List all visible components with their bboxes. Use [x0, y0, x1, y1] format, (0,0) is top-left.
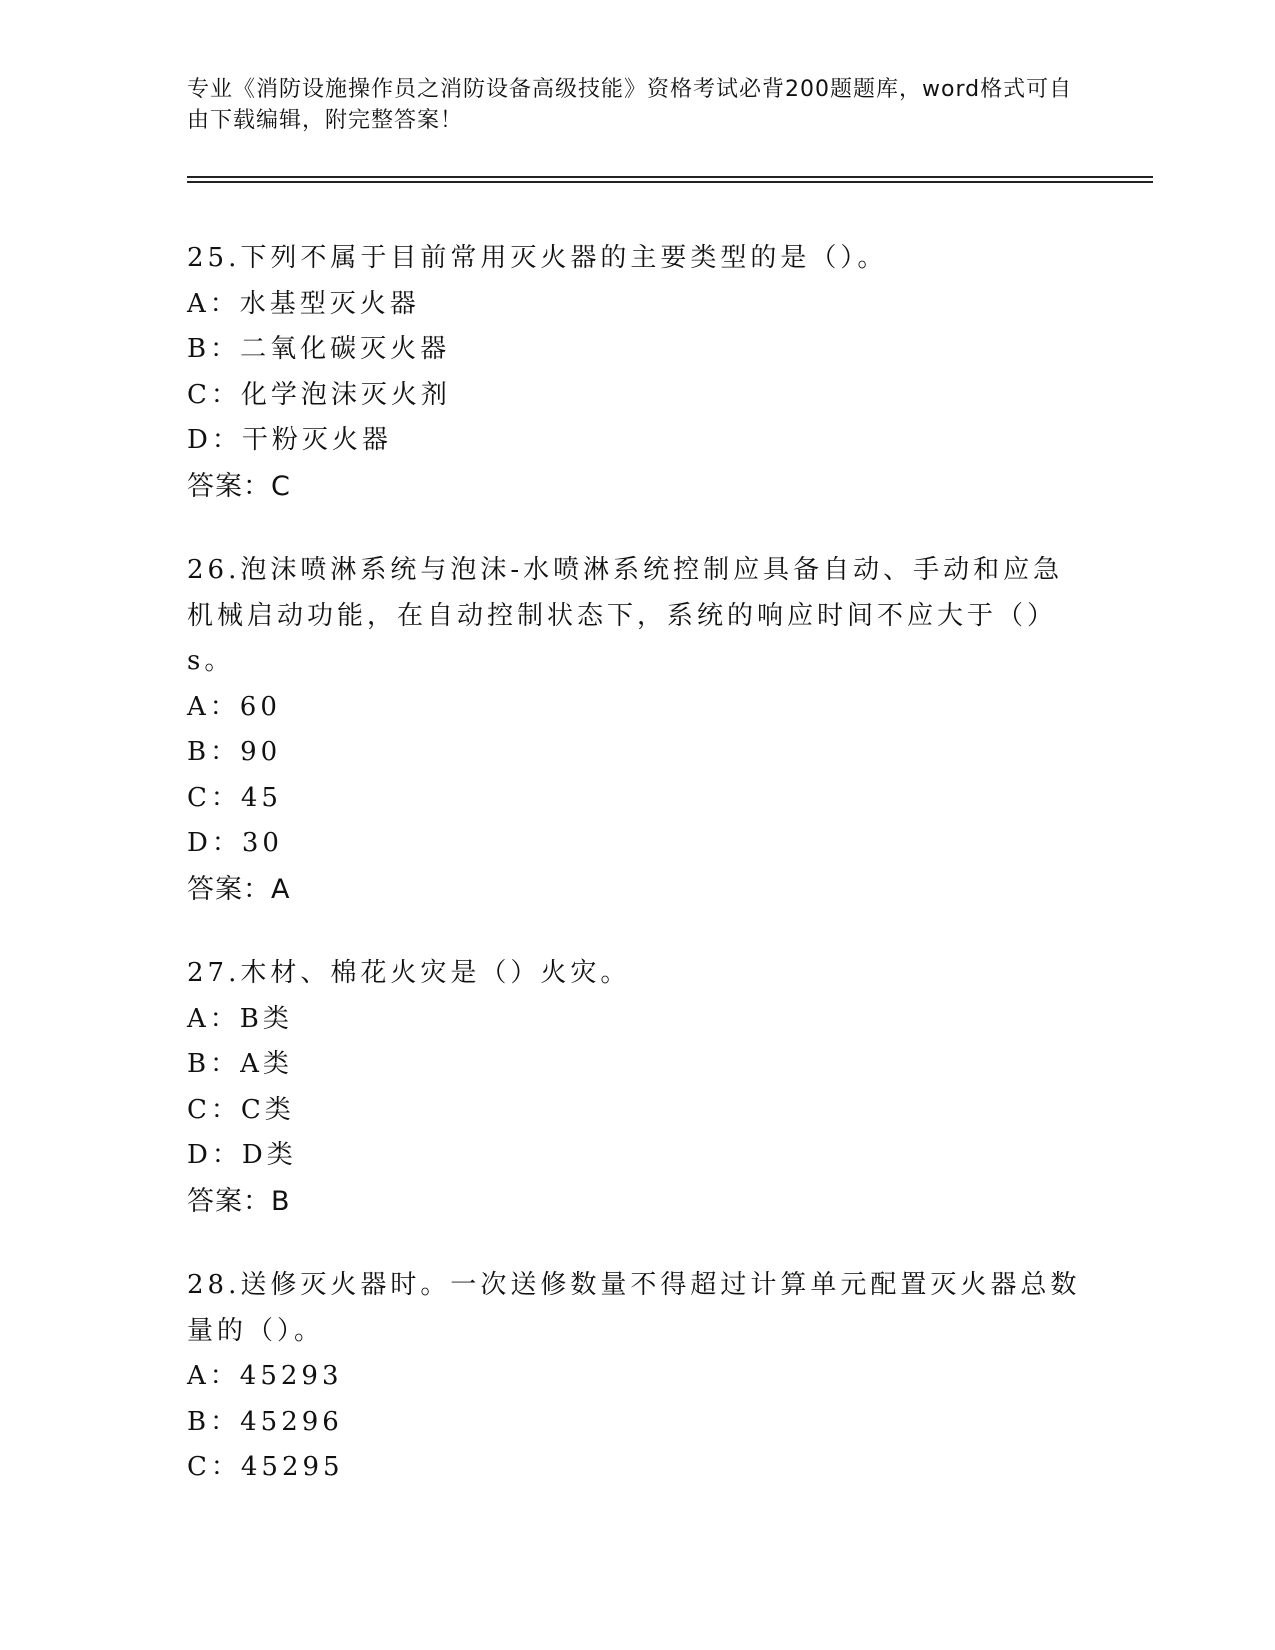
answer: 答案：C	[187, 470, 291, 502]
option-b: B：90	[187, 737, 282, 767]
option-b: B：A类	[187, 1049, 293, 1079]
document-header: 专业《消防设施操作员之消防设备高级技能》资格考试必背200题题库，word格式可自由下载编辑，附完整答案！	[187, 77, 1073, 133]
option-a: A：水基型灭火器	[187, 288, 420, 319]
question-text: 28.送修灭火器时。一次送修数量不得超过计算单元配置灭火器总数量的（）。	[187, 1270, 1081, 1346]
option-b: B：二氧化碳灭火器	[187, 334, 451, 364]
option-d: D：干粉灭火器	[187, 425, 392, 455]
option-a: A：45293	[187, 1361, 343, 1391]
header-divider-top	[187, 176, 1153, 178]
option-b: B：45296	[187, 1406, 343, 1437]
option-d: D：D类	[187, 1140, 297, 1170]
question-26	[187, 548, 1087, 912]
option-c: C：45295	[187, 1452, 344, 1482]
option-c: C：45	[187, 782, 282, 813]
question-text: 26.泡沫喷淋系统与泡沫-水喷淋系统控制应具备自动、手动和应急机械启动功能，在自动控制状态下，系统的响应时间不应大于（）s。	[187, 555, 1064, 676]
question-text: 25.下列不属于目前常用灭火器的主要类型的是（）。	[187, 243, 888, 273]
option-c: C：C类	[187, 1094, 295, 1125]
option-a: A：B类	[187, 1003, 293, 1034]
answer: 答案：A	[187, 873, 291, 905]
question-25	[187, 236, 1087, 509]
header-divider-bottom	[187, 181, 1153, 183]
option-d: D：30	[187, 828, 283, 858]
question-text: 27.木材、棉花火灾是（）火灾。	[187, 958, 631, 988]
answer: 答案：B	[187, 1185, 291, 1217]
question-28	[187, 1263, 1087, 1491]
option-a: A：60	[187, 691, 281, 722]
question-27	[187, 951, 1087, 1224]
option-c: C：化学泡沫灭火剂	[187, 379, 451, 410]
question-list	[187, 236, 1087, 1530]
